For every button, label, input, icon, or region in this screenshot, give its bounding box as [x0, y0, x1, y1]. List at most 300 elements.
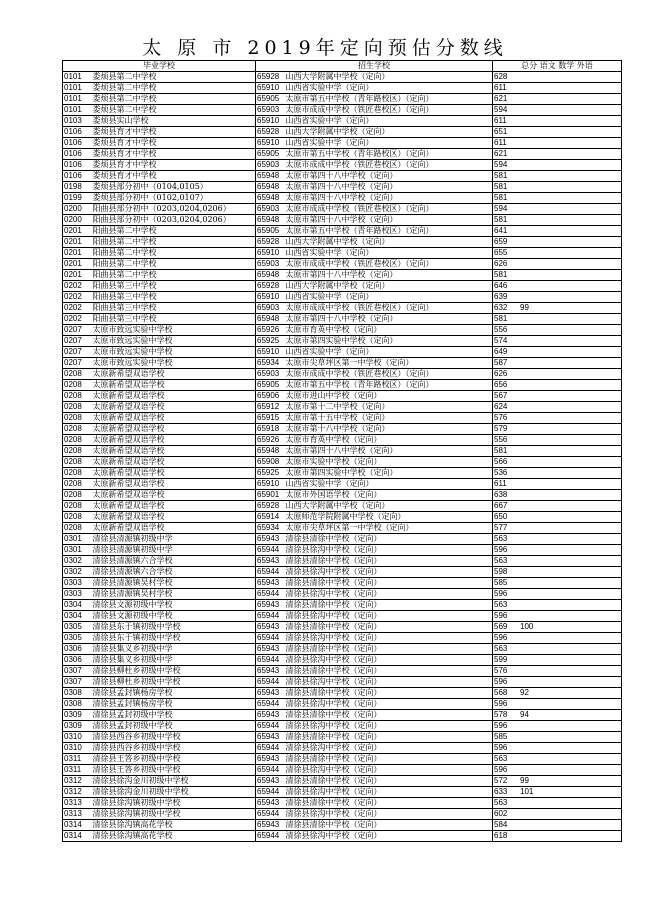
entry-school-name: 清徐县徐沟中学校（定向） — [285, 677, 382, 686]
grad-school-cell — [63, 160, 256, 171]
grad-school-cell — [63, 688, 256, 699]
entry-school-cell — [256, 193, 493, 204]
grad-school-cell — [63, 677, 256, 688]
table-row — [63, 193, 622, 204]
entry-school-name: 清徐县清徐中学校（定向） — [285, 556, 382, 565]
score-cell — [493, 787, 622, 798]
grad-school-cell — [63, 501, 256, 512]
entry-school-code: 65905 — [257, 380, 280, 389]
entry-school-name: 太原市第五中学校（青年路校区）（定向） — [285, 149, 434, 158]
score-table-body — [63, 61, 622, 842]
entry-school-cell — [256, 578, 493, 589]
entry-school-code: 65948 — [257, 314, 280, 323]
grad-school-code: 0208 — [64, 512, 82, 521]
score-cell — [493, 94, 622, 105]
entry-school-name: 山西省实验中学（定向） — [285, 248, 374, 257]
grad-school-cell — [63, 171, 256, 182]
entry-school-cell — [256, 699, 493, 710]
grad-school-cell — [63, 732, 256, 743]
total-score: 568 — [494, 688, 508, 697]
entry-school-cell — [256, 820, 493, 831]
grad-school-cell — [63, 424, 256, 435]
entry-school-name: 山西大学附属中学校（定向） — [285, 72, 390, 81]
grad-school-name: 太原市致远实验中学校 — [92, 336, 173, 345]
table-row — [63, 94, 622, 105]
entry-school-name: 清徐县清徐中学校（定向） — [285, 534, 382, 543]
grad-school-code: 0304 — [64, 611, 82, 620]
entry-school-code: 65915 — [257, 413, 280, 422]
table-row — [63, 600, 622, 611]
entry-school-name: 太原市第五中学校（青年路校区）（定向） — [285, 94, 434, 103]
entry-school-name: 清徐县清徐中学校（定向） — [285, 688, 382, 697]
grad-school-name: 清徐县东于镇初级中学校 — [92, 633, 181, 642]
entry-school-name: 太原市成成中学校（铁匠巷校区）（定向） — [285, 160, 434, 169]
total-score: 563 — [494, 556, 508, 565]
grad-school-code: 0314 — [64, 820, 82, 829]
entry-school-cell — [256, 72, 493, 83]
grad-school-name: 清徐县文源初级中学校 — [92, 611, 173, 620]
score-cell — [493, 809, 622, 820]
subject-score: 101 — [520, 787, 534, 796]
grad-school-code: 0202 — [64, 292, 82, 301]
total-score: 602 — [494, 809, 508, 818]
entry-school-code: 65903 — [257, 105, 280, 114]
grad-school-cell — [63, 578, 256, 589]
grad-school-cell — [63, 281, 256, 292]
score-cell — [493, 644, 622, 655]
table-row — [63, 523, 622, 534]
score-cell — [493, 83, 622, 94]
entry-school-name: 太原市第四实验中学校（定向） — [285, 468, 398, 477]
grad-school-code: 0208 — [64, 391, 82, 400]
entry-school-cell — [256, 457, 493, 468]
grad-school-cell — [63, 127, 256, 138]
entry-school-cell — [256, 688, 493, 699]
grad-school-cell — [63, 413, 256, 424]
grad-school-code: 0303 — [64, 578, 82, 587]
grad-school-name: 清徐县徐沟镇高花学校 — [92, 820, 173, 829]
total-score: 585 — [494, 732, 508, 741]
score-cell — [493, 380, 622, 391]
grad-school-cell — [63, 721, 256, 732]
table-row — [63, 413, 622, 424]
entry-school-code: 65944 — [257, 831, 280, 840]
grad-school-code: 0307 — [64, 677, 82, 686]
total-score: 587 — [494, 358, 508, 367]
score-cell — [493, 578, 622, 589]
entry-school-cell — [256, 336, 493, 347]
grad-school-code: 0306 — [64, 644, 82, 653]
entry-school-code: 65944 — [257, 699, 280, 708]
grad-school-cell — [63, 149, 256, 160]
grad-school-cell — [63, 633, 256, 644]
table-row — [63, 468, 622, 479]
grad-school-code: 0208 — [64, 479, 82, 488]
entry-school-code: 65948 — [257, 270, 280, 279]
entry-school-code: 65943 — [257, 622, 280, 631]
total-score: 596 — [494, 611, 508, 620]
entry-school-code: 65903 — [257, 204, 280, 213]
grad-school-name: 清徐县柳杜乡初级中学校 — [92, 677, 181, 686]
entry-school-code: 65914 — [257, 512, 280, 521]
grad-school-cell — [63, 215, 256, 226]
entry-school-cell — [256, 798, 493, 809]
score-cell — [493, 325, 622, 336]
grad-school-cell — [63, 138, 256, 149]
total-score: 579 — [494, 424, 508, 433]
subject-score: 92 — [520, 688, 529, 697]
grad-school-code: 0312 — [64, 776, 82, 785]
total-score: 655 — [494, 248, 508, 257]
total-score: 596 — [494, 699, 508, 708]
entry-school-cell — [256, 160, 493, 171]
entry-school-name: 太原市第四十八中学校（定向） — [285, 314, 398, 323]
total-score: 563 — [494, 754, 508, 763]
total-score: 598 — [494, 567, 508, 576]
table-row — [63, 259, 622, 270]
header-grad-school: 毕业学校 — [63, 61, 256, 72]
score-cell — [493, 798, 622, 809]
entry-school-name: 太原市育英中学校（定向） — [285, 325, 382, 334]
grad-school-code: 0208 — [64, 413, 82, 422]
entry-school-name: 清徐县清徐中学校（定向） — [285, 666, 382, 675]
entry-school-name: 太原市第四十八中学校（定向） — [285, 215, 398, 224]
header-scores: 总分 语文 数学 外语 — [493, 61, 622, 72]
grad-school-code: 0106 — [64, 138, 82, 147]
grad-school-cell — [63, 380, 256, 391]
entry-school-name: 太原市第四十八中学校（定向） — [285, 193, 398, 202]
grad-school-cell — [63, 754, 256, 765]
table-row — [63, 765, 622, 776]
total-score: 621 — [494, 149, 508, 158]
grad-school-name: 娄烦县第二中学校 — [92, 105, 157, 114]
grad-school-code: 0198 — [64, 182, 82, 191]
score-cell — [493, 281, 622, 292]
subject-score: 99 — [520, 303, 529, 312]
grad-school-code: 0202 — [64, 303, 82, 312]
entry-school-code: 65934 — [257, 358, 280, 367]
entry-school-code: 65928 — [257, 281, 280, 290]
grad-school-code: 0202 — [64, 281, 82, 290]
entry-school-code: 65943 — [257, 776, 280, 785]
score-cell — [493, 831, 622, 842]
total-score: 556 — [494, 435, 508, 444]
total-score: 599 — [494, 655, 508, 664]
total-score: 563 — [494, 600, 508, 609]
grad-school-cell — [63, 248, 256, 259]
grad-school-code: 0310 — [64, 732, 82, 741]
table-row — [63, 644, 622, 655]
grad-school-name: 清徐县徐沟金川初级中学校 — [92, 787, 189, 796]
score-cell — [493, 468, 622, 479]
grad-school-name: 清徐县孟封镇杨房学校 — [92, 688, 173, 697]
grad-school-name: 清徐县集义乡初级中学 — [92, 655, 173, 664]
grad-school-cell — [63, 402, 256, 413]
total-score: 621 — [494, 94, 508, 103]
entry-school-code: 65944 — [257, 567, 280, 576]
grad-school-code: 0310 — [64, 743, 82, 752]
grad-school-name: 太原新希望双语学校 — [92, 523, 165, 532]
entry-school-code: 65948 — [257, 446, 280, 455]
table-row — [63, 677, 622, 688]
entry-school-name: 清徐县徐沟中学校（定向） — [285, 721, 382, 730]
table-row — [63, 809, 622, 820]
entry-school-code: 65944 — [257, 765, 280, 774]
score-cell — [493, 138, 622, 149]
table-row — [63, 512, 622, 523]
table-row — [63, 380, 622, 391]
total-score: 596 — [494, 743, 508, 752]
entry-school-code: 65943 — [257, 820, 280, 829]
entry-school-cell — [256, 611, 493, 622]
entry-school-code: 65910 — [257, 347, 280, 356]
grad-school-cell — [63, 765, 256, 776]
entry-school-code: 65928 — [257, 237, 280, 246]
entry-school-code: 65948 — [257, 193, 280, 202]
grad-school-name: 阳曲县部分初中（0203,0204,0206） — [92, 215, 231, 224]
entry-school-cell — [256, 182, 493, 193]
entry-school-code: 65943 — [257, 534, 280, 543]
table-row — [63, 347, 622, 358]
entry-school-name: 太原市成成中学校（铁匠巷校区）（定向） — [285, 369, 434, 378]
entry-school-cell — [256, 248, 493, 259]
score-cell — [493, 721, 622, 732]
entry-school-code: 65948 — [257, 171, 280, 180]
entry-school-name: 太原市成成中学校（铁匠巷校区）（定向） — [285, 204, 434, 213]
entry-school-code: 65912 — [257, 402, 280, 411]
score-cell — [493, 391, 622, 402]
score-cell — [493, 699, 622, 710]
grad-school-name: 清徐县徐沟镇高花学校 — [92, 831, 173, 840]
table-row — [63, 655, 622, 666]
entry-school-cell — [256, 666, 493, 677]
entry-school-cell — [256, 325, 493, 336]
entry-school-cell — [256, 787, 493, 798]
grad-school-name: 娄烦县部分初中（0104,0105） — [92, 182, 208, 191]
grad-school-code: 0208 — [64, 435, 82, 444]
grad-school-cell — [63, 457, 256, 468]
grad-school-code: 0308 — [64, 699, 82, 708]
entry-school-code: 65944 — [257, 633, 280, 642]
total-score: 556 — [494, 325, 508, 334]
entry-school-cell — [256, 292, 493, 303]
total-score: 566 — [494, 457, 508, 466]
score-cell — [493, 182, 622, 193]
table-row — [63, 127, 622, 138]
entry-school-cell — [256, 743, 493, 754]
total-score: 596 — [494, 765, 508, 774]
grad-school-code: 0311 — [64, 754, 82, 763]
table-row — [63, 622, 622, 633]
table-row — [63, 611, 622, 622]
total-score: 633 — [494, 787, 508, 796]
entry-school-code: 65926 — [257, 325, 280, 334]
grad-school-cell — [63, 226, 256, 237]
entry-school-cell — [256, 215, 493, 226]
entry-school-name: 清徐县清徐中学校（定向） — [285, 798, 382, 807]
table-row — [63, 479, 622, 490]
score-cell — [493, 204, 622, 215]
entry-school-name: 太原市成成中学校（铁匠巷校区）（定向） — [285, 105, 434, 114]
score-cell — [493, 127, 622, 138]
total-score: 563 — [494, 534, 508, 543]
grad-school-cell — [63, 182, 256, 193]
grad-school-code: 0201 — [64, 237, 82, 246]
entry-school-cell — [256, 633, 493, 644]
entry-school-name: 太原市实验中学校（定向） — [285, 457, 382, 466]
entry-school-name: 山西省实验中学（定向） — [285, 479, 374, 488]
entry-school-cell — [256, 501, 493, 512]
score-cell — [493, 765, 622, 776]
entry-school-name: 太原市成成中学校（铁匠巷校区）（定向） — [285, 259, 434, 268]
score-cell — [493, 710, 622, 721]
grad-school-name: 太原新希望双语学校 — [92, 501, 165, 510]
grad-school-cell — [63, 193, 256, 204]
grad-school-cell — [63, 105, 256, 116]
entry-school-name: 清徐县清徐中学校（定向） — [285, 776, 382, 785]
grad-school-name: 太原新希望双语学校 — [92, 380, 165, 389]
grad-school-name: 清徐县集义乡初级中学 — [92, 644, 173, 653]
grad-school-cell — [63, 83, 256, 94]
entry-school-cell — [256, 171, 493, 182]
score-cell — [493, 776, 622, 787]
entry-school-cell — [256, 677, 493, 688]
grad-school-cell — [63, 292, 256, 303]
entry-school-cell — [256, 754, 493, 765]
grad-school-name: 清徐县清源镇初级中学 — [92, 534, 173, 543]
table-row — [63, 787, 622, 798]
table-row — [63, 490, 622, 501]
grad-school-cell — [63, 820, 256, 831]
entry-school-code: 65944 — [257, 721, 280, 730]
entry-school-code: 65944 — [257, 611, 280, 620]
entry-school-code: 65928 — [257, 501, 280, 510]
score-cell — [493, 754, 622, 765]
grad-school-name: 清徐县王答乡初级中学校 — [92, 765, 181, 774]
entry-school-cell — [256, 358, 493, 369]
total-score: 611 — [494, 83, 507, 92]
grad-school-code: 0202 — [64, 314, 82, 323]
entry-school-cell — [256, 380, 493, 391]
score-cell — [493, 457, 622, 468]
grad-school-name: 娄烦县育才中学校 — [92, 127, 157, 136]
score-cell — [493, 479, 622, 490]
grad-school-name: 清徐县徐沟金川初级中学校 — [92, 776, 189, 785]
table-row — [63, 149, 622, 160]
entry-school-name: 太原市第十八中学校（定向） — [285, 424, 390, 433]
entry-school-name: 太原市育英中学校（定向） — [285, 435, 382, 444]
grad-school-name: 阳曲县部分初中（0203,0204,0206） — [92, 204, 231, 213]
score-cell — [493, 237, 622, 248]
entry-school-code: 65943 — [257, 732, 280, 741]
entry-school-code: 65943 — [257, 644, 280, 653]
grad-school-cell — [63, 666, 256, 677]
table-row — [63, 556, 622, 567]
grad-school-cell — [63, 116, 256, 127]
grad-school-code: 0106 — [64, 171, 82, 180]
entry-school-name: 清徐县清徐中学校（定向） — [285, 622, 382, 631]
grad-school-name: 阳曲县第二中学校 — [92, 248, 157, 257]
score-cell — [493, 743, 622, 754]
entry-school-code: 65944 — [257, 677, 280, 686]
grad-school-cell — [63, 369, 256, 380]
entry-school-code: 65926 — [257, 435, 280, 444]
grad-school-cell — [63, 809, 256, 820]
grad-school-cell — [63, 710, 256, 721]
entry-school-code: 65910 — [257, 116, 280, 125]
entry-school-cell — [256, 105, 493, 116]
entry-school-name: 太原市第五中学校（青年路校区）（定向） — [285, 226, 434, 235]
total-score: 577 — [494, 523, 508, 532]
entry-school-code: 65943 — [257, 754, 280, 763]
grad-school-name: 清徐县孟封镇杨房学校 — [92, 699, 173, 708]
entry-school-name: 山西省实验中学（定向） — [285, 292, 374, 301]
grad-school-cell — [63, 270, 256, 281]
grad-school-name: 太原市致远实验中学校 — [92, 358, 173, 367]
table-row — [63, 182, 622, 193]
entry-school-name: 太原市尖草坪区第一中学校（定向） — [285, 358, 414, 367]
total-score: 656 — [494, 380, 508, 389]
total-score: 626 — [494, 369, 508, 378]
score-cell — [493, 622, 622, 633]
grad-school-code: 0201 — [64, 248, 82, 257]
grad-school-cell — [63, 622, 256, 633]
grad-school-name: 太原新希望双语学校 — [92, 413, 165, 422]
table-row — [63, 292, 622, 303]
grad-school-code: 0106 — [64, 149, 82, 158]
score-cell — [493, 248, 622, 259]
entry-school-code: 65906 — [257, 391, 280, 400]
total-score: 596 — [494, 589, 508, 598]
score-cell — [493, 732, 622, 743]
table-row — [63, 732, 622, 743]
score-cell — [493, 424, 622, 435]
entry-school-name: 山西省实验中学（定向） — [285, 138, 374, 147]
entry-school-cell — [256, 534, 493, 545]
grad-school-name: 太原市致远实验中学校 — [92, 325, 173, 334]
total-score: 618 — [494, 831, 508, 840]
score-table — [62, 60, 622, 842]
grad-school-name: 清徐县西谷乡初级中学校 — [92, 743, 181, 752]
total-score: 536 — [494, 468, 508, 477]
entry-school-cell — [256, 446, 493, 457]
score-cell — [493, 512, 622, 523]
entry-school-name: 清徐县徐沟中学校（定向） — [285, 743, 382, 752]
grad-school-cell — [63, 798, 256, 809]
table-row — [63, 215, 622, 226]
entry-school-code: 65903 — [257, 369, 280, 378]
entry-school-cell — [256, 523, 493, 534]
score-cell — [493, 369, 622, 380]
grad-school-cell — [63, 512, 256, 523]
grad-school-cell — [63, 567, 256, 578]
total-score: 584 — [494, 820, 508, 829]
grad-school-name: 娄烦县育才中学校 — [92, 138, 157, 147]
grad-school-code: 0301 — [64, 534, 82, 543]
entry-school-name: 太原市外国语学校（定向） — [285, 490, 382, 499]
grad-school-cell — [63, 556, 256, 567]
entry-school-code: 65918 — [257, 424, 280, 433]
score-cell — [493, 523, 622, 534]
entry-school-name: 太原师范学院附属中学校（定向） — [285, 512, 406, 521]
grad-school-cell — [63, 655, 256, 666]
entry-school-cell — [256, 644, 493, 655]
table-row — [63, 578, 622, 589]
entry-school-cell — [256, 600, 493, 611]
entry-school-code: 65908 — [257, 457, 280, 466]
grad-school-name: 太原新希望双语学校 — [92, 479, 165, 488]
entry-school-cell — [256, 83, 493, 94]
